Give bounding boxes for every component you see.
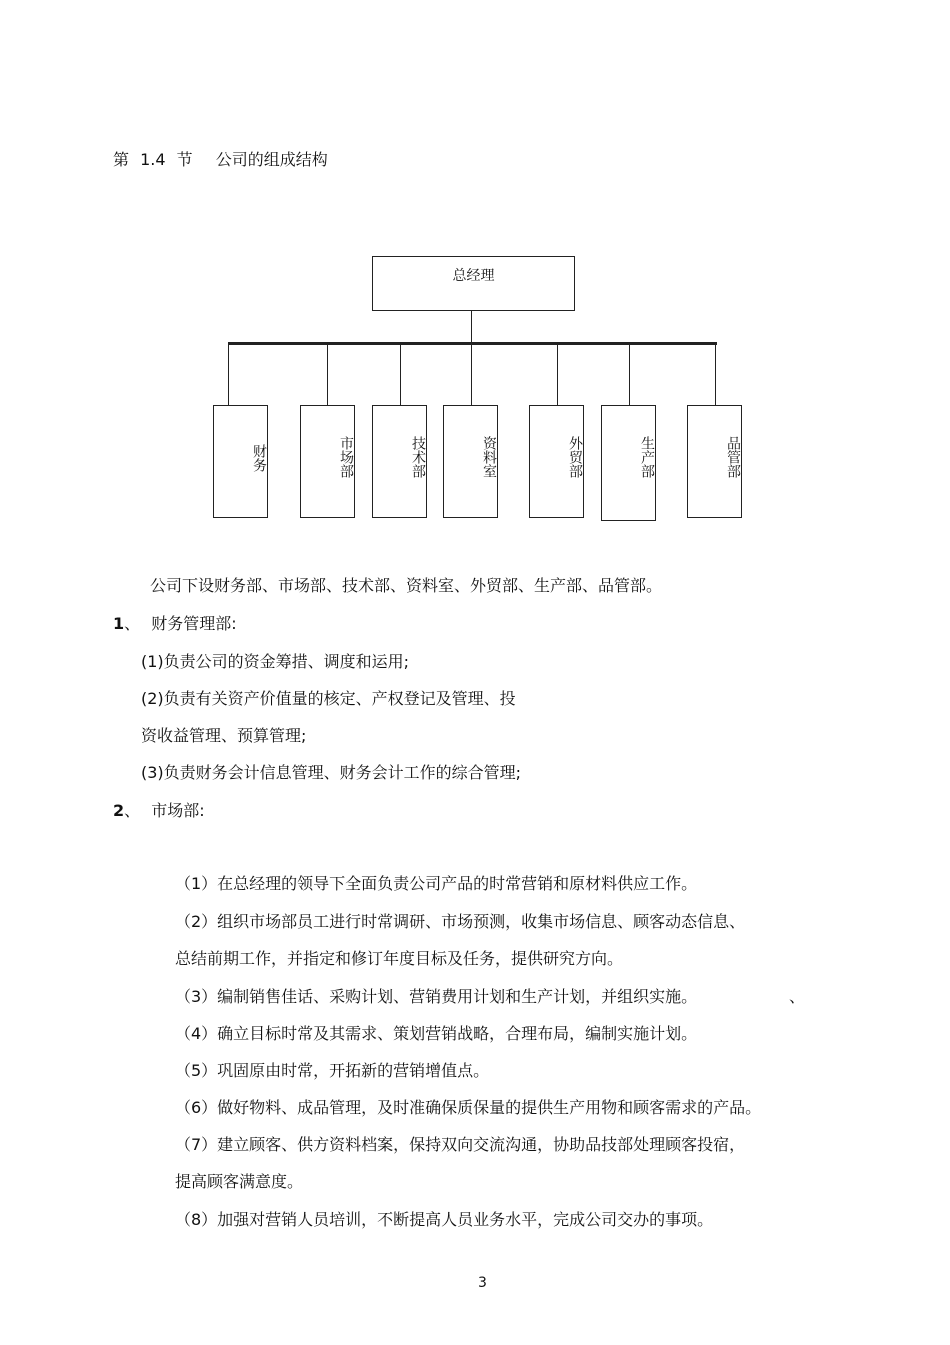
list-item: （3）编制销售佳话、采购计划、营销费用计划和生产计划，并组织实施。 [175, 987, 698, 1006]
org-dept-label: 资料室 [481, 436, 497, 478]
section-prefix: 第 [113, 150, 130, 169]
list-item: 总结前期工作，并指定和修订年度目标及任务，提供研究方向。 [175, 949, 624, 968]
section-2-mark: 、 [124, 801, 141, 820]
section-suffix: 节 [176, 150, 193, 169]
list-item: (2)负责有关资产价值量的核定、产权登记及管理、投 [141, 689, 516, 708]
org-dept-box-tech [372, 405, 427, 518]
org-branch-line [557, 343, 558, 405]
org-root-label: 总经理 [452, 268, 495, 284]
list-item: 提高顾客满意度。 [175, 1172, 304, 1191]
list-item: （2）组织市场部员工进行时常调研、市场预测，收集市场信息、顾客动态信息、 [175, 912, 746, 931]
org-branch-line [327, 343, 328, 405]
org-branch-line [715, 343, 716, 405]
org-dept-box-production [601, 405, 656, 521]
list-item: （8）加强对营销人员培训，不断提高人员业务水平，完成公司交办的事项。 [175, 1210, 714, 1229]
section-1-heading [113, 614, 237, 634]
section-number: 1.4 [140, 150, 166, 169]
list-item: （6）做好物料、成品管理，及时准确保质保量的提供生产用物和顾客需求的产品。 [175, 1098, 762, 1117]
org-dept-box-market [300, 405, 355, 518]
page-number: 3 [478, 1275, 487, 1291]
list-item: （7）建立顾客、供方资料档案，保持双向交流沟通，协助品技部处理顾客投宿， [175, 1135, 746, 1154]
org-branch-line [471, 343, 472, 405]
section-heading [113, 150, 328, 170]
stray-mark: 、 [789, 987, 806, 1006]
org-dept-label: 财务 [251, 444, 267, 472]
intro-paragraph: 公司下设财务部、市场部、技术部、资料室、外贸部、生产部、品管部。 [150, 576, 663, 595]
list-item: （4）确立目标时常及其需求、策划营销战略，合理布局，编制实施计划。 [175, 1024, 698, 1043]
org-branch-line [400, 343, 401, 405]
list-item: (3)负责财务会计信息管理、财务会计工作的综合管理; [141, 763, 522, 782]
section-1-title: 财务管理部: [151, 614, 237, 633]
section-1-mark: 、 [124, 614, 141, 633]
list-item: (1)负责公司的资金筹措、调度和运用; [141, 652, 410, 671]
section-1-number: 1 [113, 614, 125, 633]
org-dept-label: 品管部 [725, 436, 741, 478]
org-root-box [372, 256, 575, 311]
org-dept-label: 技术部 [410, 436, 426, 478]
list-item: （1）在总经理的领导下全面负责公司产品的时常营销和原材料供应工作。 [175, 874, 698, 893]
org-dept-box-finance [213, 405, 268, 518]
section-2-heading [113, 801, 205, 821]
org-dept-label: 生产部 [639, 436, 655, 478]
section-title: 公司的组成结构 [215, 150, 328, 169]
org-dept-box-trade [529, 405, 584, 518]
section-2-title: 市场部: [151, 801, 205, 820]
org-dept-box-archive [443, 405, 498, 518]
org-dept-box-quality [687, 405, 742, 518]
org-horizontal-bar [228, 342, 717, 345]
section-2-number: 2 [113, 801, 125, 820]
list-item: （5）巩固原由时常，开拓新的营销增值点。 [175, 1061, 490, 1080]
org-dept-label: 外贸部 [567, 436, 583, 478]
org-branch-line [228, 343, 229, 405]
org-branch-line [629, 343, 630, 405]
org-root-connector [471, 311, 472, 343]
list-item: 资收益管理、预算管理; [141, 726, 307, 745]
org-dept-label: 市场部 [338, 436, 354, 478]
